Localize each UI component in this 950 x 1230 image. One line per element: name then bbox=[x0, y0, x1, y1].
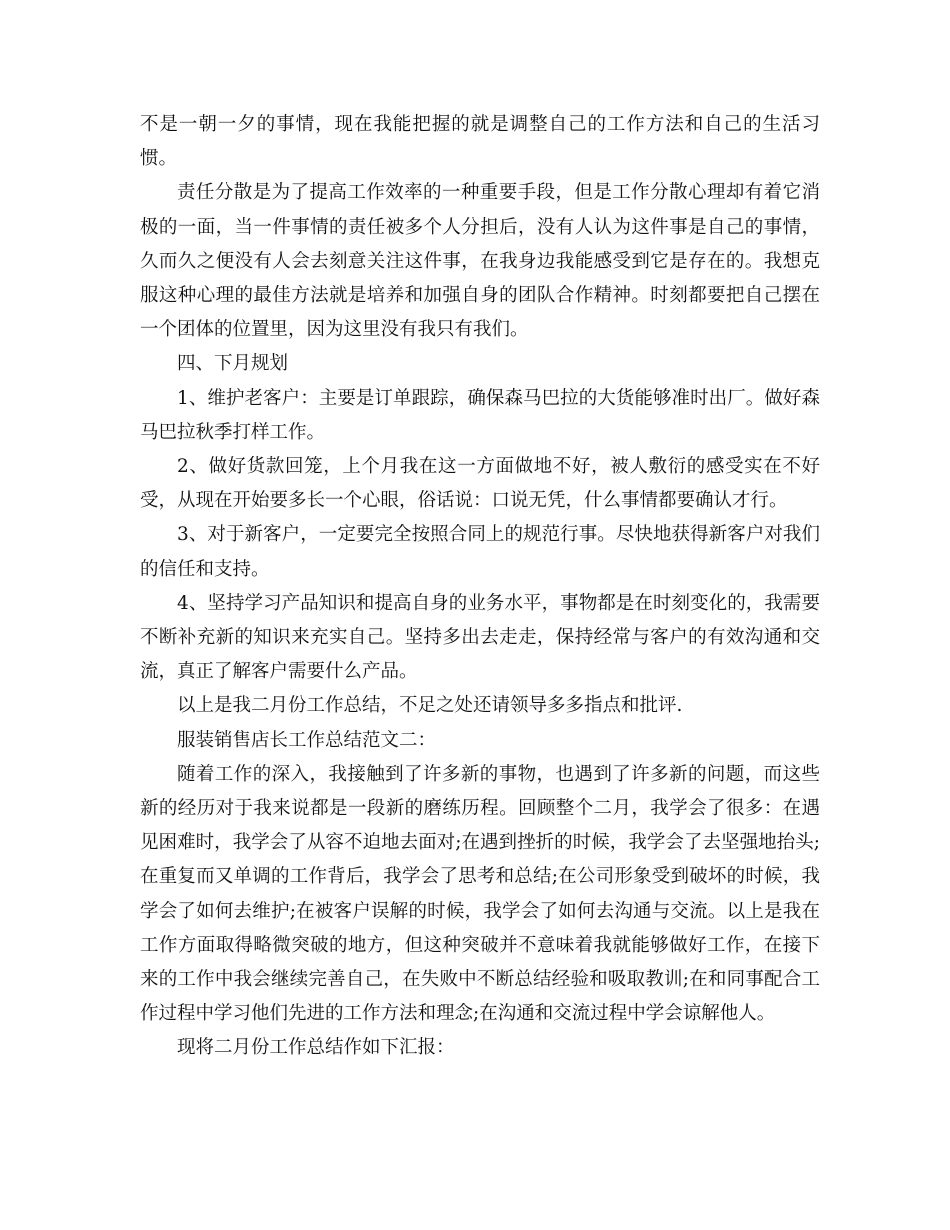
paragraph-responsibility: 责任分散是为了提高工作效率的一种重要手段，但是工作分散心理却有着它消极的一面，当一件事情的责任被多个人分担后，没有人认为这件事是自己的事情，久而久之便没有人会去刻意关注这件事，在我身边我能感受到它是存在的。我想克服这种心理的最佳方法就是培养和加强自身的团队合作精神。时刻都要把自己摆在一个团体的位置里，因为这里没有我只有我们。 bbox=[140, 182, 820, 341]
plan-item-4: 4、坚持学习产品知识和提高自身的业务水平，事物都是在时刻变化的，我需要不断补充新的知识来充实自己。坚持多出去走走，保持经常与客户的有效沟通和交流，真正了解客户需要什么产品。 bbox=[140, 592, 820, 683]
section-title-sample-two: 服装销售店长工作总结范文二： bbox=[177, 729, 437, 751]
plan-item-1: 1、维护老客户：主要是订单跟踪，确保森马巴拉的大货能够准时出厂。做好森马巴拉秋季打样工作。 bbox=[140, 387, 820, 443]
plan-item-2: 2、做好货款回笼，上个月我在这一方面做地不好，被人敷衍的感受实在不好受，从现在开始要多长一个心眼，俗话说：口说无凭，什么事情都要确认才行。 bbox=[140, 456, 820, 512]
section-heading-next-month-plan: 四、下月规划 bbox=[177, 353, 289, 375]
paragraph-report-intro: 现将二月份工作总结作如下汇报： bbox=[177, 1037, 455, 1059]
document-page bbox=[140, 108, 820, 1066]
paragraph-continuation: 不是一朝一夕的事情，现在我能把握的就是调整自己的工作方法和自己的生活习惯。 bbox=[140, 114, 820, 170]
paragraph-work-experience: 随着工作的深入，我接触到了许多新的事物，也遇到了许多新的问题，而这些新的经历对于我来说都是一段新的磨练历程。回顾整个二月，我学会了很多：在遇见困难时，我学会了从容不迫地去面对;在遇到挫折的时候，我学会了去坚强地抬头;在重复而又单调的工作背后，我学会了思考和总结;在公司形象受到破坏的时候，我学会了如何去维护;在被客户误解的时候，我学会了如何去沟通与交流。以上是我在工作方面取得略微突破的地方，但这种突破并不意味着我就能够做好工作，在接下来的工作中我会继续完善自己，在失败中不断总结经验和吸取教训;在和同事配合工作过程中学习他们先进的工作方法和理念;在沟通和交流过程中学会谅解他人。 bbox=[140, 763, 820, 1025]
paragraph-summary-closing: 以上是我二月份工作总结，不足之处还请领导多多指点和批评. bbox=[177, 695, 683, 717]
plan-item-3: 3、对于新客户，一定要完全按照合同上的规范行事。尽快地获得新客户对我们的信任和支持。 bbox=[140, 524, 820, 580]
